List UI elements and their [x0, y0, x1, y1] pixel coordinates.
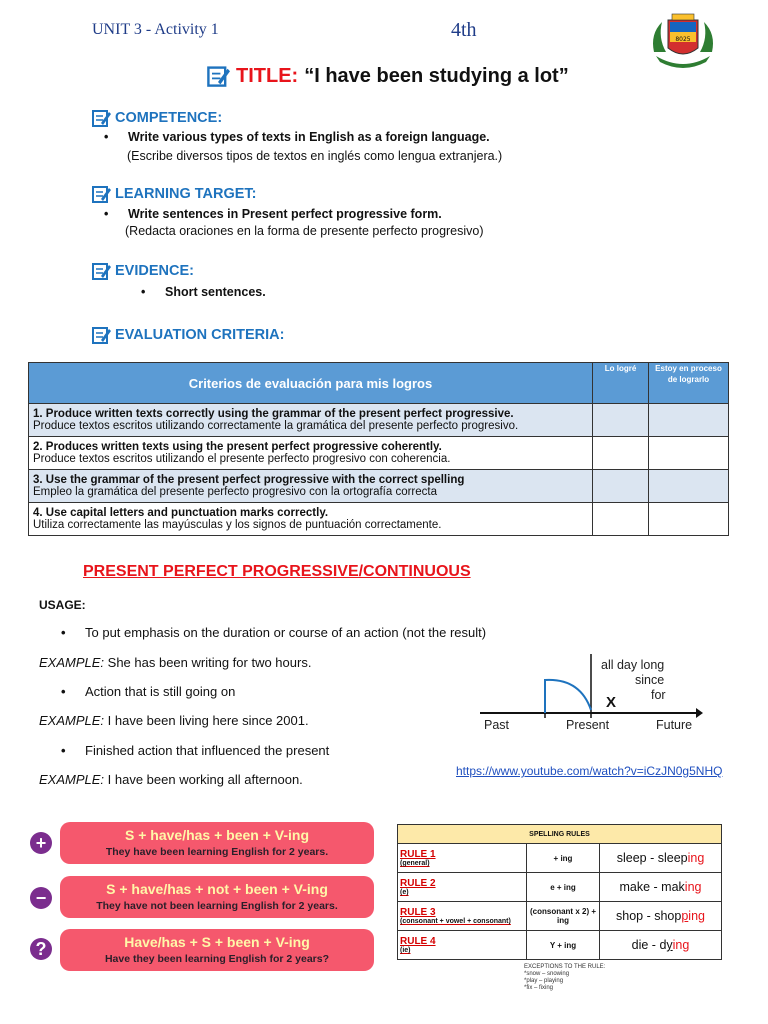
check-in-process[interactable]: [649, 404, 729, 437]
evidence-item: • Short sentences.: [165, 285, 266, 299]
table-row: [29, 503, 729, 536]
usage-example: EXAMPLE: I have been living here since 2001.: [39, 713, 309, 728]
affirmative-formula: S + have/has + been + V-ing They have been learning English for 2 years.: [60, 822, 374, 864]
check-in-process[interactable]: [649, 470, 729, 503]
table-row: [29, 470, 729, 503]
usage-example: EXAMPLE: She has been writing for two hours.: [39, 655, 312, 670]
competence-translation: (Escribe diversos tipos de textos en inglés como lengua extranjera.): [127, 149, 503, 163]
learning-target-item: • Write sentences in Present perfect progressive form.: [128, 207, 442, 221]
youtube-link[interactable]: https://www.youtube.com/watch?v=iCzJN0g5NHQ: [456, 764, 723, 778]
learning-target-heading: LEARNING TARGET:: [91, 184, 257, 204]
title-label: TITLE:: [236, 64, 299, 87]
usage-bullet: • To put emphasis on the duration or course of an action (not the result): [85, 625, 486, 640]
competence-item: • Write various types of texts in English as a foreign language.: [128, 130, 490, 144]
col-in-process: Estoy en proceso de lograrlo: [649, 363, 729, 404]
table-row: RULE 3 (consonant + vowel + consonant) (consonant x 2) + ing shop - shopping: [398, 902, 722, 931]
check-in-process[interactable]: [649, 437, 729, 470]
negative-formula: S + have/has + not + been + V-ing They have not been learning English for 2 years.: [60, 876, 374, 918]
usage-example: EXAMPLE: I have been working all afternoon.: [39, 772, 303, 787]
criterion-es: Empleo la gramática del presente perfecto progresivo con la ortografía correcta: [33, 486, 437, 498]
table-header: Criterios de evaluación para mis logros: [29, 363, 593, 404]
ppp-heading: PRESENT PERFECT PROGRESSIVE/CONTINUOUS: [83, 563, 471, 580]
table-row: RULE 4 (ie) Y + ing die - dying: [398, 931, 722, 960]
evaluation-table: [28, 362, 729, 536]
competence-heading: COMPETENCE:: [91, 108, 222, 128]
spelling-title: SPELLING RULES: [398, 825, 722, 844]
check-in-process[interactable]: [649, 503, 729, 536]
notepad-icon: [91, 108, 111, 128]
grade-label: 4th: [451, 19, 477, 41]
check-achieved[interactable]: [593, 437, 649, 470]
unit-label: UNIT 3 - Activity 1: [92, 21, 219, 38]
timeline-future: Future: [656, 718, 693, 732]
timeline-present: Present: [566, 718, 610, 732]
affirmative-icon: +: [30, 832, 52, 854]
table-row: [29, 404, 729, 437]
notepad-icon: [91, 184, 111, 204]
check-achieved[interactable]: [593, 470, 649, 503]
page-title: [206, 64, 569, 88]
criterion-en: 4. Use capital letters and punctuation marks correctly.: [33, 507, 329, 519]
evaluation-heading: EVALUATION CRITERIA:: [91, 325, 284, 345]
timeline-label-all-day: all day long: [601, 658, 665, 672]
notepad-icon: [91, 325, 111, 345]
school-emblem-icon: [648, 12, 718, 74]
question-formula: Have/has + S + been + V-ing Have they been learning English for 2 years?: [60, 929, 374, 971]
usage-bullet: • Finished action that influenced the present: [85, 743, 329, 758]
timeline-past: Past: [484, 718, 510, 732]
criterion-en: 2. Produces written texts using the present perfect progressive coherently.: [33, 441, 442, 453]
usage-label: USAGE:: [39, 598, 86, 612]
notepad-icon: [91, 261, 111, 281]
criterion-es: Utiliza correctamente las mayúsculas y los signos de puntuación correctamente.: [33, 519, 442, 531]
timeline-label-for: for: [651, 688, 666, 702]
criterion-es: Produce textos escritos utilizando correctamente la gramática del presente perfecto progresivo.: [33, 420, 519, 432]
table-row: RULE 2 (e) e + ing make - making: [398, 873, 722, 902]
col-achieved: Lo logré: [593, 363, 649, 404]
criterion-es: Produce textos escritos utilizando el presente perfecto progresivo con coherencia.: [33, 453, 451, 465]
exceptions: EXCEPTIONS TO THE RULE: *snow – snowing *play – playing *fix – fixing: [524, 964, 606, 991]
check-achieved[interactable]: [593, 503, 649, 536]
negative-icon: −: [30, 887, 52, 909]
timeline-label-since: since: [635, 673, 665, 687]
title-text: “I have been studying a lot”: [304, 64, 569, 87]
learning-target-translation: (Redacta oraciones en la forma de presente perfecto progresivo): [125, 224, 484, 238]
check-achieved[interactable]: [593, 404, 649, 437]
spelling-rules-table: [397, 824, 722, 960]
criterion-en: 3. Use the grammar of the present perfect progressive with the correct spelling: [33, 474, 465, 486]
table-row: [29, 437, 729, 470]
timeline-mark: X: [606, 694, 617, 711]
emblem-code: 8025: [675, 36, 691, 43]
question-icon: ?: [30, 938, 52, 960]
table-row: RULE 1 (general) + ing sleep - sleeping: [398, 844, 722, 873]
notepad-icon: [206, 64, 230, 88]
criterion-en: 1. Produce written texts correctly using the grammar of the present perfect progressive.: [33, 408, 514, 420]
usage-bullet: • Action that is still going on: [85, 684, 235, 699]
evidence-heading: EVIDENCE:: [91, 261, 194, 281]
